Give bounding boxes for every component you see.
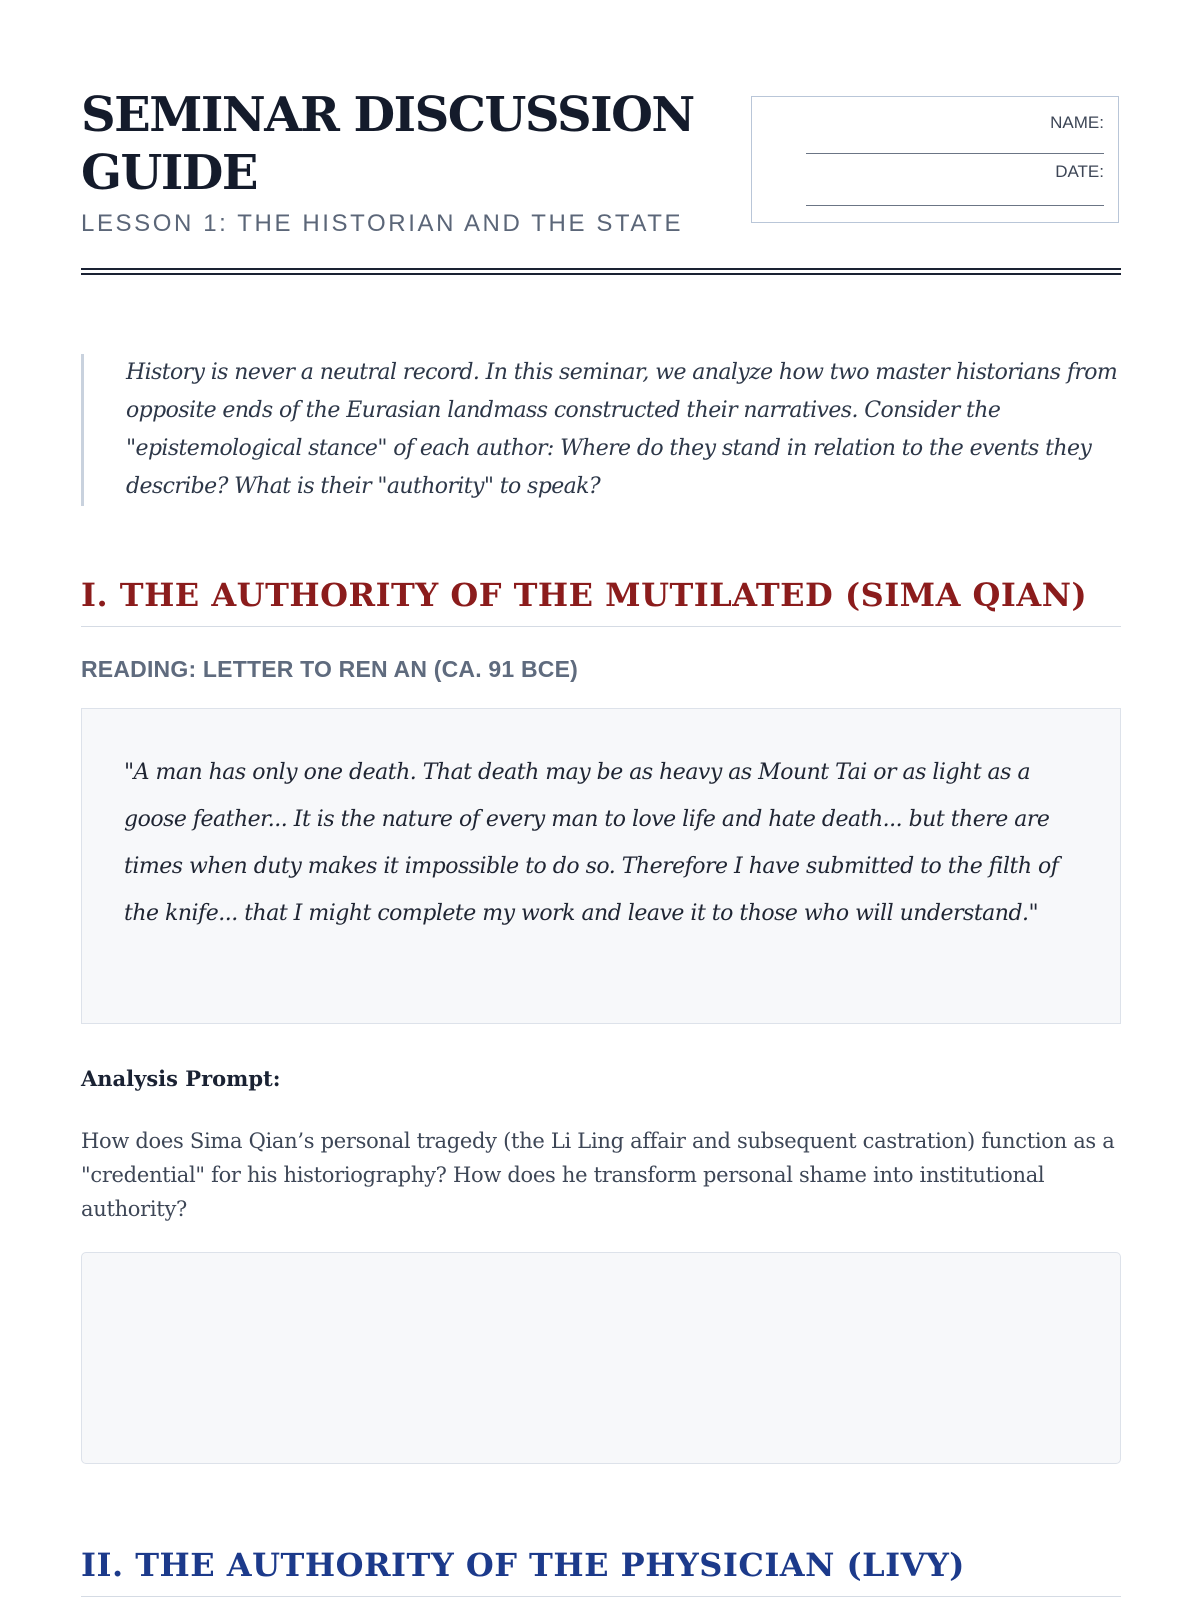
quote-box	[81, 708, 1121, 1024]
name-date-box	[751, 96, 1119, 223]
name-field-line[interactable]	[806, 153, 1104, 154]
analysis-prompt-label: Analysis Prompt:	[81, 1066, 281, 1091]
section-heading-livy: II. THE AUTHORITY OF THE PHYSICIAN (LIVY)	[81, 1544, 1121, 1597]
date-field-line[interactable]	[806, 205, 1104, 206]
analysis-prompt-text: How does Sima Qian’s personal tragedy (the Li Ling affair and subsequent castration) function as a "credential" for his historiography? How does he transform personal shame into institutional authority?	[81, 1129, 1115, 1221]
lesson-subtitle: LESSON 1: THE HISTORIAN AND THE STATE	[81, 210, 684, 237]
quote-text: "A man has only one death. That death may be as heavy as Mount Tai or as light as a goose feather... It is the nature of every man to love life and hate death... but there are times when duty makes it impossible to do so. Therefore I have submitted to the filth of the knife... that I might complete my work and leave it to those who will understand."	[124, 760, 1059, 926]
answer-textarea[interactable]	[81, 1252, 1121, 1464]
page-title: SEMINAR DISCUSSION GUIDE	[81, 87, 694, 201]
date-label: DATE:	[1055, 162, 1104, 181]
header-divider-bottom	[81, 273, 1121, 275]
name-label: NAME:	[1050, 113, 1104, 132]
header-divider-top	[81, 268, 1121, 270]
page-header	[81, 86, 1121, 276]
reading-label: READING: LETTER TO REN AN (CA. 91 BCE)	[81, 656, 579, 682]
intro-blockquote: History is never a neutral record. In this seminar, we analyze how two master historians from opposite ends of the Eurasian landmass constructed their narratives. Consider the "epistemological stance" of each author: Where do they stand in relation to the events they describe? What is their "authority" to speak?	[81, 354, 1121, 506]
section-heading-sima-qian: I. THE AUTHORITY OF THE MUTILATED (SIMA QIAN)	[81, 574, 1121, 627]
